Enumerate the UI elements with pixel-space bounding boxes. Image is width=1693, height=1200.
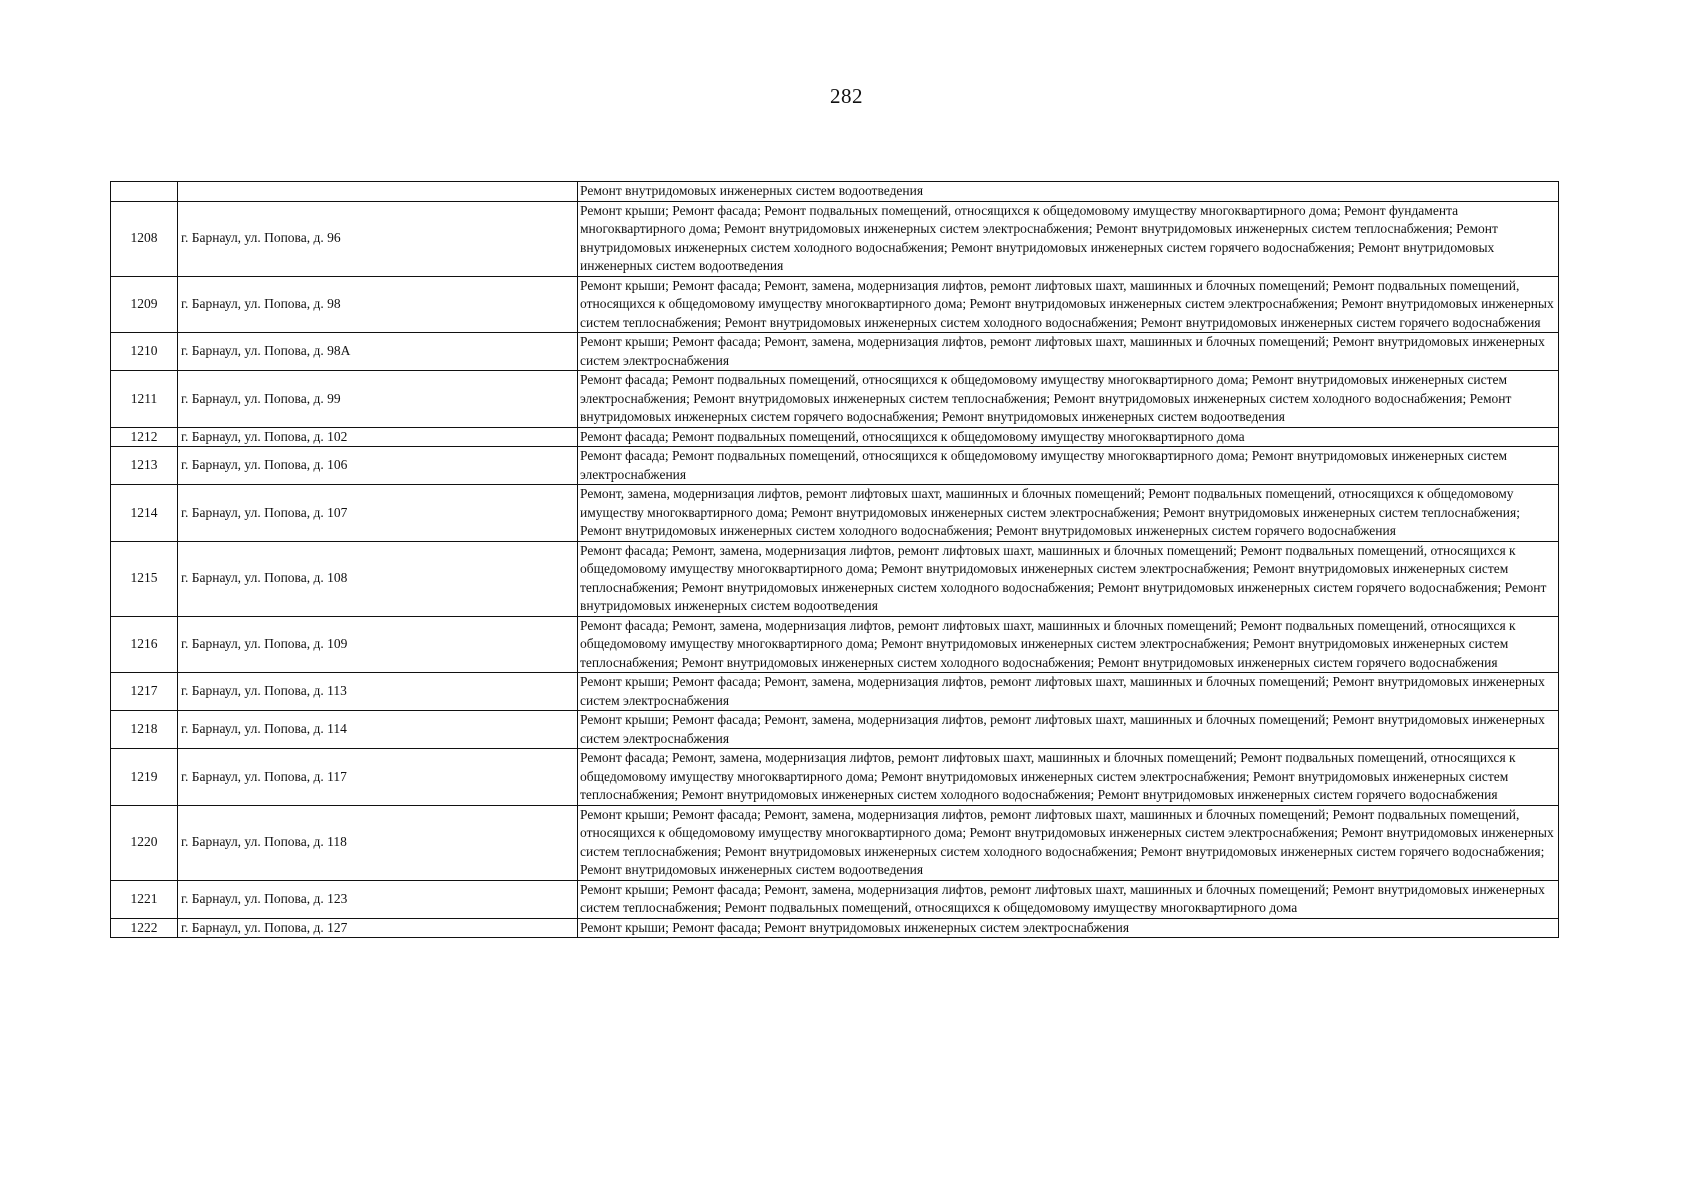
repair-works-table bbox=[110, 181, 1559, 938]
table-row bbox=[111, 333, 1559, 371]
row-address: г. Барнаул, ул. Попова, д. 108 bbox=[178, 541, 578, 616]
row-address: г. Барнаул, ул. Попова, д. 118 bbox=[178, 805, 578, 880]
row-works: Ремонт крыши; Ремонт фасада; Ремонт, замена, модернизация лифтов, ремонт лифтовых шахт, машинных и блочных помещений; Ремонт внутридомовых инженерных систем электроснабжения bbox=[578, 711, 1559, 749]
row-number: 1214 bbox=[111, 485, 178, 542]
row-number: 1209 bbox=[111, 276, 178, 333]
row-address: г. Барнаул, ул. Попова, д. 102 bbox=[178, 427, 578, 447]
table-row bbox=[111, 201, 1559, 276]
row-address: г. Барнаул, ул. Попова, д. 123 bbox=[178, 880, 578, 918]
row-works: Ремонт фасада; Ремонт, замена, модернизация лифтов, ремонт лифтовых шахт, машинных и блочных помещений; Ремонт подвальных помещений, относящихся к общедомовому имуществу многоквартирного дома; Ремонт внутридомовых инженерных систем электроснабжения; Ремонт внутридомовых инженерных систем теплоснабжения; Ремонт внутридомовых инженерных систем холодного водоснабжения; Ремонт внутридомовых инженерных систем горячего водоснабжения bbox=[578, 749, 1559, 806]
row-works: Ремонт фасада; Ремонт подвальных помещений, относящихся к общедомовому имуществу многоквартирного дома bbox=[578, 427, 1559, 447]
row-number: 1208 bbox=[111, 201, 178, 276]
row-address: г. Барнаул, ул. Попова, д. 127 bbox=[178, 918, 578, 938]
table-row bbox=[111, 673, 1559, 711]
row-number: 1218 bbox=[111, 711, 178, 749]
row-works: Ремонт фасада; Ремонт, замена, модернизация лифтов, ремонт лифтовых шахт, машинных и блочных помещений; Ремонт подвальных помещений, относящихся к общедомовому имуществу многоквартирного дома; Ремонт внутридомовых инженерных систем электроснабжения; Ремонт внутридомовых инженерных систем теплоснабжения; Ремонт внутридомовых инженерных систем холодного водоснабжения; Ремонт внутридомовых инженерных систем горячего водоснабжения; Ремонт внутридомовых инженерных систем водоотведения bbox=[578, 541, 1559, 616]
row-address: г. Барнаул, ул. Попова, д. 99 bbox=[178, 371, 578, 428]
row-number bbox=[111, 182, 178, 202]
row-address: г. Барнаул, ул. Попова, д. 96 bbox=[178, 201, 578, 276]
row-number: 1212 bbox=[111, 427, 178, 447]
table-row bbox=[111, 427, 1559, 447]
table-row bbox=[111, 371, 1559, 428]
table-row bbox=[111, 749, 1559, 806]
row-works: Ремонт крыши; Ремонт фасада; Ремонт, замена, модернизация лифтов, ремонт лифтовых шахт, машинных и блочных помещений; Ремонт внутридомовых инженерных систем теплоснабжения; Ремонт подвальных помещений, относящихся к общедомовому имуществу многоквартирного дома bbox=[578, 880, 1559, 918]
row-number: 1219 bbox=[111, 749, 178, 806]
row-address: г. Барнаул, ул. Попова, д. 117 bbox=[178, 749, 578, 806]
row-number: 1215 bbox=[111, 541, 178, 616]
row-works: Ремонт крыши; Ремонт фасада; Ремонт, замена, модернизация лифтов, ремонт лифтовых шахт, машинных и блочных помещений; Ремонт подвальных помещений, относящихся к общедомовому имуществу многоквартирного дома; Ремонт внутридомовых инженерных систем электроснабжения; Ремонт внутридомовых инженерных систем теплоснабжения; Ремонт внутридомовых инженерных систем холодного водоснабжения; Ремонт внутридомовых инженерных систем горячего водоснабжения; Ремонт внутридомовых инженерных систем водоотведения bbox=[578, 805, 1559, 880]
row-number: 1213 bbox=[111, 447, 178, 485]
row-works: Ремонт крыши; Ремонт фасада; Ремонт внутридомовых инженерных систем электроснабжения bbox=[578, 918, 1559, 938]
row-address: г. Барнаул, ул. Попова, д. 98А bbox=[178, 333, 578, 371]
table-row bbox=[111, 805, 1559, 880]
row-number: 1217 bbox=[111, 673, 178, 711]
row-works: Ремонт фасада; Ремонт подвальных помещений, относящихся к общедомовому имуществу многоквартирного дома; Ремонт внутридомовых инженерных систем электроснабжения; Ремонт внутридомовых инженерных систем теплоснабжения; Ремонт внутридомовых инженерных систем холодного водоснабжения; Ремонт внутридомовых инженерных систем горячего водоснабжения; Ремонт внутридомовых инженерных систем водоотведения bbox=[578, 371, 1559, 428]
row-number: 1216 bbox=[111, 616, 178, 673]
row-works: Ремонт крыши; Ремонт фасада; Ремонт, замена, модернизация лифтов, ремонт лифтовых шахт, машинных и блочных помещений; Ремонт внутридомовых инженерных систем электроснабжения bbox=[578, 333, 1559, 371]
row-address: г. Барнаул, ул. Попова, д. 114 bbox=[178, 711, 578, 749]
table-row bbox=[111, 485, 1559, 542]
table-row bbox=[111, 711, 1559, 749]
row-works: Ремонт крыши; Ремонт фасада; Ремонт подвальных помещений, относящихся к общедомовому имуществу многоквартирного дома; Ремонт фундамента многоквартирного дома; Ремонт внутридомовых инженерных систем электроснабжения; Ремонт внутридомовых инженерных систем теплоснабжения; Ремонт внутридомовых инженерных систем холодного водоснабжения; Ремонт внутридомовых инженерных систем горячего водоснабжения; Ремонт внутридомовых инженерных систем водоотведения bbox=[578, 201, 1559, 276]
table-row bbox=[111, 918, 1559, 938]
row-address: г. Барнаул, ул. Попова, д. 98 bbox=[178, 276, 578, 333]
table-row bbox=[111, 182, 1559, 202]
row-number: 1211 bbox=[111, 371, 178, 428]
table-row bbox=[111, 541, 1559, 616]
row-address: г. Барнаул, ул. Попова, д. 113 bbox=[178, 673, 578, 711]
row-address: г. Барнаул, ул. Попова, д. 106 bbox=[178, 447, 578, 485]
row-works: Ремонт фасада; Ремонт подвальных помещений, относящихся к общедомовому имуществу многоквартирного дома; Ремонт внутридомовых инженерных систем электроснабжения bbox=[578, 447, 1559, 485]
table-row bbox=[111, 276, 1559, 333]
row-works: Ремонт крыши; Ремонт фасада; Ремонт, замена, модернизация лифтов, ремонт лифтовых шахт, машинных и блочных помещений; Ремонт внутридомовых инженерных систем электроснабжения bbox=[578, 673, 1559, 711]
row-number: 1221 bbox=[111, 880, 178, 918]
row-works: Ремонт, замена, модернизация лифтов, ремонт лифтовых шахт, машинных и блочных помещений; Ремонт подвальных помещений, относящихся к общедомовому имуществу многоквартирного дома; Ремонт внутридомовых инженерных систем электроснабжения; Ремонт внутридомовых инженерных систем теплоснабжения; Ремонт внутридомовых инженерных систем холодного водоснабжения; Ремонт внутридомовых инженерных систем горячего водоснабжения bbox=[578, 485, 1559, 542]
row-address bbox=[178, 182, 578, 202]
table-row bbox=[111, 447, 1559, 485]
table-row bbox=[111, 616, 1559, 673]
row-number: 1222 bbox=[111, 918, 178, 938]
row-works: Ремонт внутридомовых инженерных систем водоотведения bbox=[578, 182, 1559, 202]
row-address: г. Барнаул, ул. Попова, д. 107 bbox=[178, 485, 578, 542]
page-number: 282 bbox=[830, 84, 863, 108]
row-works: Ремонт крыши; Ремонт фасада; Ремонт, замена, модернизация лифтов, ремонт лифтовых шахт, машинных и блочных помещений; Ремонт подвальных помещений, относящихся к общедомовому имуществу многоквартирного дома; Ремонт внутридомовых инженерных систем электроснабжения; Ремонт внутридомовых инженерных систем теплоснабжения; Ремонт внутридомовых инженерных систем холодного водоснабжения; Ремонт внутридомовых инженерных систем горячего водоснабжения bbox=[578, 276, 1559, 333]
row-works: Ремонт фасада; Ремонт, замена, модернизация лифтов, ремонт лифтовых шахт, машинных и блочных помещений; Ремонт подвальных помещений, относящихся к общедомовому имуществу многоквартирного дома; Ремонт внутридомовых инженерных систем электроснабжения; Ремонт внутридомовых инженерных систем теплоснабжения; Ремонт внутридомовых инженерных систем холодного водоснабжения; Ремонт внутридомовых инженерных систем горячего водоснабжения bbox=[578, 616, 1559, 673]
row-number: 1220 bbox=[111, 805, 178, 880]
table-row bbox=[111, 880, 1559, 918]
row-address: г. Барнаул, ул. Попова, д. 109 bbox=[178, 616, 578, 673]
row-number: 1210 bbox=[111, 333, 178, 371]
